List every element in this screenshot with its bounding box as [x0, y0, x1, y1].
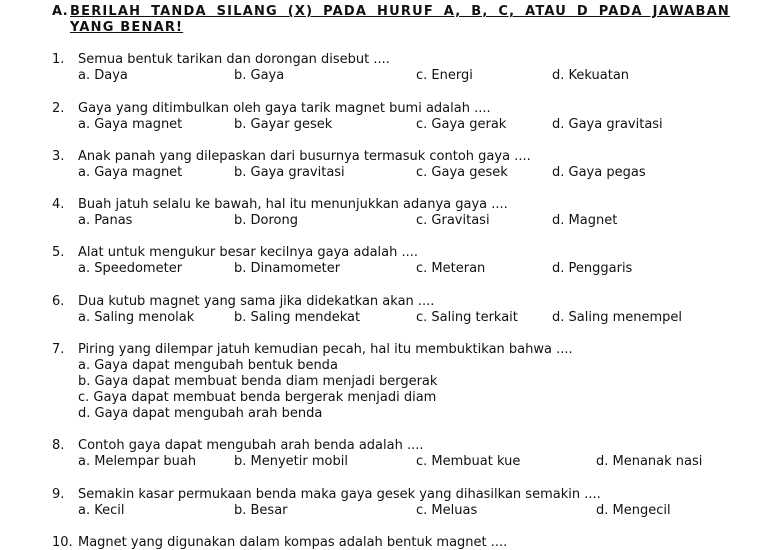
option-b[interactable]: b. Dinamometer [234, 261, 341, 276]
option-b[interactable]: b. Gayar gesek [234, 117, 333, 132]
option-a[interactable]: a. Gaya magnet [78, 165, 183, 180]
option-d[interactable]: d. Gaya pegas [552, 165, 646, 180]
question-number: 3. [52, 149, 65, 164]
option-c[interactable]: c. Meteran [416, 261, 486, 276]
option-b[interactable]: b. Besar [234, 503, 288, 518]
question-number: 2. [52, 101, 65, 116]
question-text: Alat untuk mengukur besar kecilnya gaya adalah .... [78, 245, 419, 260]
question-text: Buah jatuh selalu ke bawah, hal itu menunjukkan adanya gaya .... [78, 197, 508, 212]
option-b[interactable]: b. Gaya gravitasi [234, 165, 345, 180]
option-d[interactable]: d. Gaya dapat mengubah arah benda [78, 406, 323, 421]
option-d[interactable]: d. Mengecil [596, 503, 671, 518]
option-c[interactable]: c. Energi [416, 68, 473, 83]
question-text: Semua bentuk tarikan dan dorongan disebut .... [78, 52, 390, 67]
option-c[interactable]: c. Gravitasi [416, 213, 490, 228]
option-c[interactable]: c. Membuat kue [416, 454, 521, 469]
question-number: 1. [52, 52, 65, 67]
option-a[interactable]: a. Kecil [78, 503, 125, 518]
option-d[interactable]: d. Gaya gravitasi [552, 117, 663, 132]
option-a[interactable]: a. Saling menolak [78, 310, 195, 325]
option-d[interactable]: d. Kekuatan [552, 68, 630, 83]
question-number: 10. [52, 535, 73, 550]
question-text: Gaya yang ditimbulkan oleh gaya tarik magnet bumi adalah .... [78, 101, 491, 116]
question-text: Contoh gaya dapat mengubah arah benda adalah .... [78, 438, 424, 453]
question-number: 7. [52, 342, 65, 357]
option-a[interactable]: a. Gaya dapat mengubah bentuk benda [78, 358, 338, 373]
option-c[interactable]: c. Gaya dapat membuat benda bergerak menjadi diam [78, 390, 437, 405]
option-b[interactable]: b. Menyetir mobil [234, 454, 348, 469]
question-text: Semakin kasar permukaan benda maka gaya gesek yang dihasilkan semakin .... [78, 487, 601, 502]
question-number: 6. [52, 294, 65, 309]
option-c[interactable]: c. Saling terkait [416, 310, 518, 325]
option-c[interactable]: c. Gaya gesek [416, 165, 508, 180]
option-c[interactable]: c. Meluas [416, 503, 478, 518]
option-d[interactable]: d. Saling menempel [552, 310, 683, 325]
question-number: 4. [52, 197, 65, 212]
question-text: Piring yang dilempar jatuh kemudian pecah, hal itu membuktikan bahwa .... [78, 342, 573, 357]
option-b[interactable]: b. Dorong [234, 213, 298, 228]
question-text: Magnet yang digunakan dalam kompas adalah bentuk magnet .... [78, 535, 508, 550]
section-letter: A. [52, 4, 69, 19]
question-text: Anak panah yang dilepaskan dari busurnya termasuk contoh gaya .... [78, 149, 531, 164]
option-a[interactable]: a. Speedometer [78, 261, 183, 276]
option-a[interactable]: a. Melempar buah [78, 454, 197, 469]
question-text: Dua kutub magnet yang sama jika didekatkan akan .... [78, 294, 435, 309]
section-instruction: BERILAH TANDA SILANG (X) PADA HURUF A, B, C, ATAU D PADA JAWABAN YANG BENAR! [70, 4, 730, 35]
option-b[interactable]: b. Gaya dapat membuat benda diam menjadi bergerak [78, 374, 438, 389]
option-d[interactable]: d. Magnet [552, 213, 618, 228]
option-b[interactable]: b. Saling mendekat [234, 310, 361, 325]
option-a[interactable]: a. Panas [78, 213, 133, 228]
option-b[interactable]: b. Gaya [234, 68, 285, 83]
option-a[interactable]: a. Daya [78, 68, 128, 83]
option-c[interactable]: c. Gaya gerak [416, 117, 507, 132]
question-number: 5. [52, 245, 65, 260]
question-number: 9. [52, 487, 65, 502]
option-d[interactable]: d. Menanak nasi [596, 454, 703, 469]
question-number: 8. [52, 438, 65, 453]
option-a[interactable]: a. Gaya magnet [78, 117, 183, 132]
option-d[interactable]: d. Penggaris [552, 261, 633, 276]
